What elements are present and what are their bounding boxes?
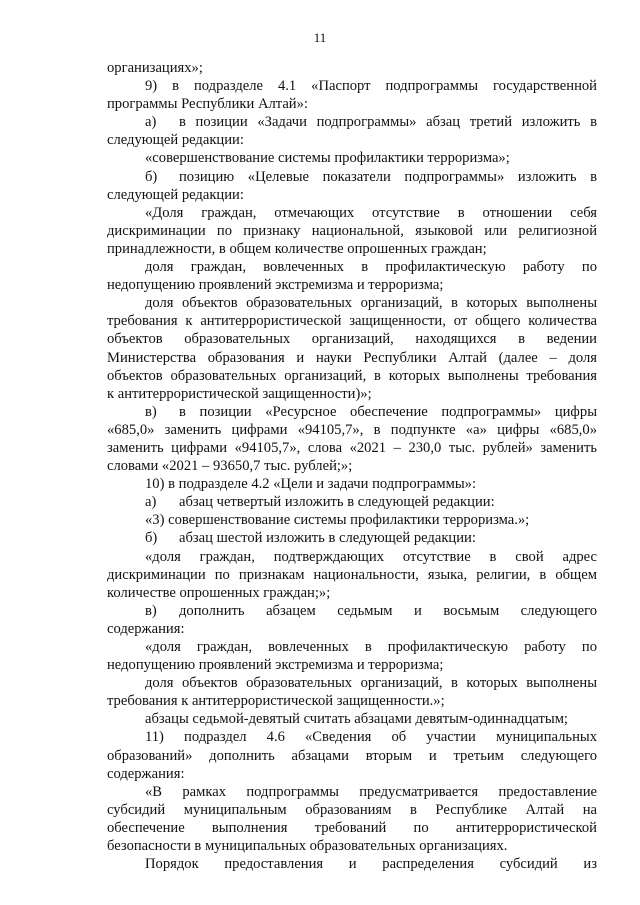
- text-line: словами «2021 – 93650,7 тыс. рублей;»;: [107, 458, 353, 475]
- text-line: объектов образовательных организаций, находящихся в ведении: [107, 331, 597, 348]
- text-line: доля граждан, вовлеченных в профилактическую работу по: [145, 259, 597, 276]
- list-marker: б): [145, 168, 158, 185]
- text-line: доля объектов образовательных организаций, в которых выполнены: [145, 675, 597, 692]
- list-item: [107, 403, 597, 421]
- text-line: доля объектов образовательных организаций, в которых выполнены: [145, 295, 597, 312]
- text-line: следующей редакции:: [107, 132, 244, 149]
- text-line: содержания:: [107, 620, 185, 637]
- text-line: «доля граждан, вовлеченных в профилактическую работу по: [145, 639, 597, 655]
- text-line: «В рамках подпрограммы предусматривается предоставление: [145, 783, 597, 800]
- body-text: [107, 59, 597, 873]
- text-line: дискриминации по признаку национальной, языковой или религиозной: [107, 222, 597, 239]
- text-line: субсидий муниципальным образованиям в Республике Алтай на: [107, 801, 597, 818]
- text-line: недопущению проявлений экстремизма и терроризма;: [107, 657, 444, 674]
- text-line: следующей редакции:: [107, 186, 244, 203]
- text-line: требования к антитеррористической защищенности, от общего количества: [107, 313, 597, 330]
- list-item: [107, 529, 597, 547]
- list-marker: а): [145, 114, 157, 131]
- text-line: абзацы седьмой-девятый считать абзацами девятым-одиннадцатым;: [145, 711, 568, 728]
- page-number: 11: [313, 30, 327, 45]
- text-line: 10) в подразделе 4.2 «Цели и задачи подпрограммы»:: [145, 476, 477, 493]
- list-item: [107, 493, 597, 511]
- text-line: 9) в подразделе 4.1 «Паспорт подпрограммы государственной: [145, 78, 597, 95]
- text-line: к антитеррористической защищенности)»;: [107, 385, 372, 402]
- text-line: 11) подраздел 4.6 «Сведения об участии муниципальных: [145, 729, 597, 746]
- text-line: «Доля граждан, отмечающих отсутствие в отношении себя: [145, 204, 597, 221]
- text-line: содержания:: [107, 765, 185, 782]
- list-item: [107, 602, 597, 620]
- list-marker: в): [145, 403, 157, 420]
- text-line: объектов образовательных организаций, в которых выполнены требования: [107, 367, 597, 384]
- text-line: обеспечение выполнения требований по антитеррористической: [107, 819, 597, 836]
- text-line: позицию «Целевые показатели подпрограммы» изложить в: [179, 168, 597, 185]
- text-line: безопасности в муниципальных образовательных организациях.: [107, 838, 508, 855]
- text-line: организациях»;: [107, 60, 203, 76]
- text-line: «совершенствование системы профилактики терроризма»;: [145, 150, 510, 167]
- text-line: принадлежности, в общем количестве опрошенных граждан;: [107, 240, 487, 257]
- text-line: абзац шестой изложить в следующей редакции:: [179, 530, 476, 547]
- text-line: Министерства образования и науки Республики Алтай (далее – доля: [107, 349, 597, 366]
- list-item: [107, 113, 597, 131]
- text-line: количестве опрошенных граждан;»;: [107, 584, 331, 601]
- text-line: дополнить абзацем седьмым и восьмым следующего: [179, 602, 597, 619]
- list-marker: а): [145, 494, 157, 511]
- text-line: в позиции «Ресурсное обеспечение подпрограммы» цифры: [179, 403, 597, 420]
- list-item: [107, 168, 597, 186]
- text-line: программы Республики Алтай»:: [107, 96, 308, 113]
- text-line: в позиции «Задачи подпрограммы» абзац третий изложить в: [179, 114, 597, 131]
- text-line: «685,0» заменить цифрами «94105,7», в подпункте «а» цифры «685,0»: [107, 421, 597, 438]
- text-line: «доля граждан, подтверждающих отсутствие в свой адрес: [145, 548, 597, 565]
- text-line: требования к антитеррористической защищенности.»;: [107, 693, 445, 710]
- text-line: недопущению проявлений экстремизма и терроризма;: [107, 277, 444, 294]
- list-marker: б): [145, 530, 158, 547]
- text-line: Порядок предоставления и распределения субсидий из: [145, 856, 597, 873]
- text-line: дискриминации по признакам национальности, языка, религии, в общем: [107, 566, 597, 583]
- text-line: заменить цифрами «94105,7», слова «2021 – 230,0 тыс. рублей» заменить: [107, 439, 597, 456]
- text-line: «3) совершенствование системы профилактики терроризма.»;: [145, 512, 530, 529]
- text-line: образований» дополнить абзацами вторым и третьим следующего: [107, 747, 597, 764]
- text-line: абзац четвертый изложить в следующей редакции:: [179, 494, 495, 511]
- list-marker: в): [145, 602, 157, 619]
